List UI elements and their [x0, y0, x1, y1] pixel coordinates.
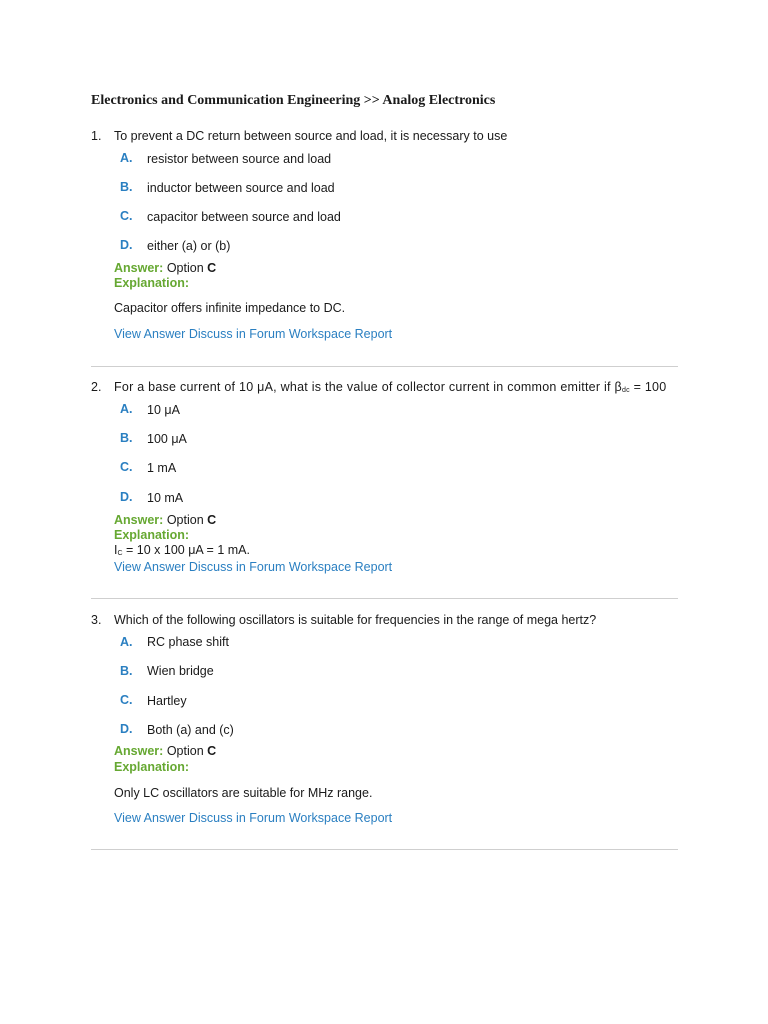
report-link[interactable]: Report [354, 811, 393, 825]
explanation-label: Explanation: [114, 528, 190, 542]
view-answer-link[interactable]: View Answer [114, 327, 186, 341]
answer-line [114, 513, 216, 528]
option-letter-b[interactable]: B. [120, 431, 133, 445]
workspace-link[interactable]: Workspace [288, 811, 352, 825]
option-text-d[interactable]: 10 mA [147, 491, 184, 505]
report-link[interactable]: Report [354, 327, 393, 341]
option-text-a[interactable]: RC phase shift [147, 635, 229, 649]
explanation-label: Explanation: [114, 760, 190, 774]
answer-prefix: Option [166, 513, 204, 527]
answer-label: Answer: [114, 261, 164, 275]
action-links [114, 560, 392, 575]
discuss-in-forum-link[interactable]: Discuss in Forum [188, 811, 286, 825]
option-text-b[interactable]: inductor between source and load [147, 181, 335, 195]
answer-line [114, 744, 216, 759]
option-letter-d[interactable]: D. [120, 490, 133, 504]
answer-value: C [207, 744, 217, 758]
discuss-in-forum-link[interactable]: Discuss in Forum [188, 327, 286, 341]
question-text: Which of the following oscillators is suitable for frequencies in the range of mega hertz? [114, 613, 597, 627]
question-text [114, 380, 666, 398]
option-letter-c[interactable]: C. [120, 460, 133, 474]
action-links [114, 327, 392, 342]
workspace-link[interactable]: Workspace [288, 327, 352, 341]
option-letter-b[interactable]: B. [120, 180, 133, 194]
option-letter-b[interactable]: B. [120, 664, 133, 678]
divider [91, 598, 678, 599]
discuss-in-forum-link[interactable]: Discuss in Forum [188, 560, 286, 574]
explanation-text: Only LC oscillators are suitable for MHz range. [114, 786, 373, 800]
view-answer-link[interactable]: View Answer [114, 811, 186, 825]
answer-prefix: Option [166, 744, 204, 758]
answer-value: C [207, 261, 217, 275]
beta-subscript: dc [621, 387, 630, 394]
option-text-a[interactable]: resistor between source and load [147, 152, 332, 166]
divider [91, 366, 678, 367]
option-letter-c[interactable]: C. [120, 209, 133, 223]
explanation-text-main: I [114, 543, 118, 557]
answer-label: Answer: [114, 513, 164, 527]
option-letter-c[interactable]: C. [120, 693, 133, 707]
explanation-text: Capacitor offers infinite impedance to DC. [114, 301, 346, 315]
answer-prefix: Option [166, 261, 204, 275]
answer-label: Answer: [114, 744, 164, 758]
current-subscript: C [117, 550, 123, 557]
explanation-label: Explanation: [114, 276, 190, 290]
divider [91, 849, 678, 850]
option-letter-a[interactable]: A. [120, 151, 133, 165]
question-text-end: = 100 [629, 380, 667, 394]
report-link[interactable]: Report [354, 560, 393, 574]
answer-line [114, 261, 216, 276]
option-letter-d[interactable]: D. [120, 238, 133, 252]
workspace-link[interactable]: Workspace [288, 560, 352, 574]
option-text-c[interactable]: capacitor between source and load [147, 210, 341, 224]
option-text-b[interactable]: Wien bridge [147, 664, 214, 678]
question-text-main: For a base current of 10 μA, what is the value of collector current in common emitter if β [114, 380, 622, 394]
explanation-text-end: = 10 x 100 μA = 1 mA. [122, 543, 250, 557]
question-number: 3. [91, 613, 102, 627]
action-links [114, 811, 392, 826]
option-letter-d[interactable]: D. [120, 722, 133, 736]
option-text-c[interactable]: Hartley [147, 694, 187, 708]
option-text-d[interactable]: either (a) or (b) [147, 239, 231, 253]
view-answer-link[interactable]: View Answer [114, 560, 186, 574]
question-text: To prevent a DC return between source and load, it is necessary to use [114, 129, 508, 143]
option-text-d[interactable]: Both (a) and (c) [147, 723, 234, 737]
question-number: 1. [91, 129, 102, 143]
page-title: Electronics and Communication Engineering >> Analog Electronics [91, 93, 496, 108]
answer-value: C [207, 513, 217, 527]
option-letter-a[interactable]: A. [120, 402, 133, 416]
explanation-text [114, 543, 250, 561]
option-text-c[interactable]: 1 mA [147, 461, 177, 475]
option-text-b[interactable]: 100 μA [147, 432, 187, 446]
option-text-a[interactable]: 10 μA [147, 403, 180, 417]
option-letter-a[interactable]: A. [120, 635, 133, 649]
question-number: 2. [91, 380, 102, 394]
